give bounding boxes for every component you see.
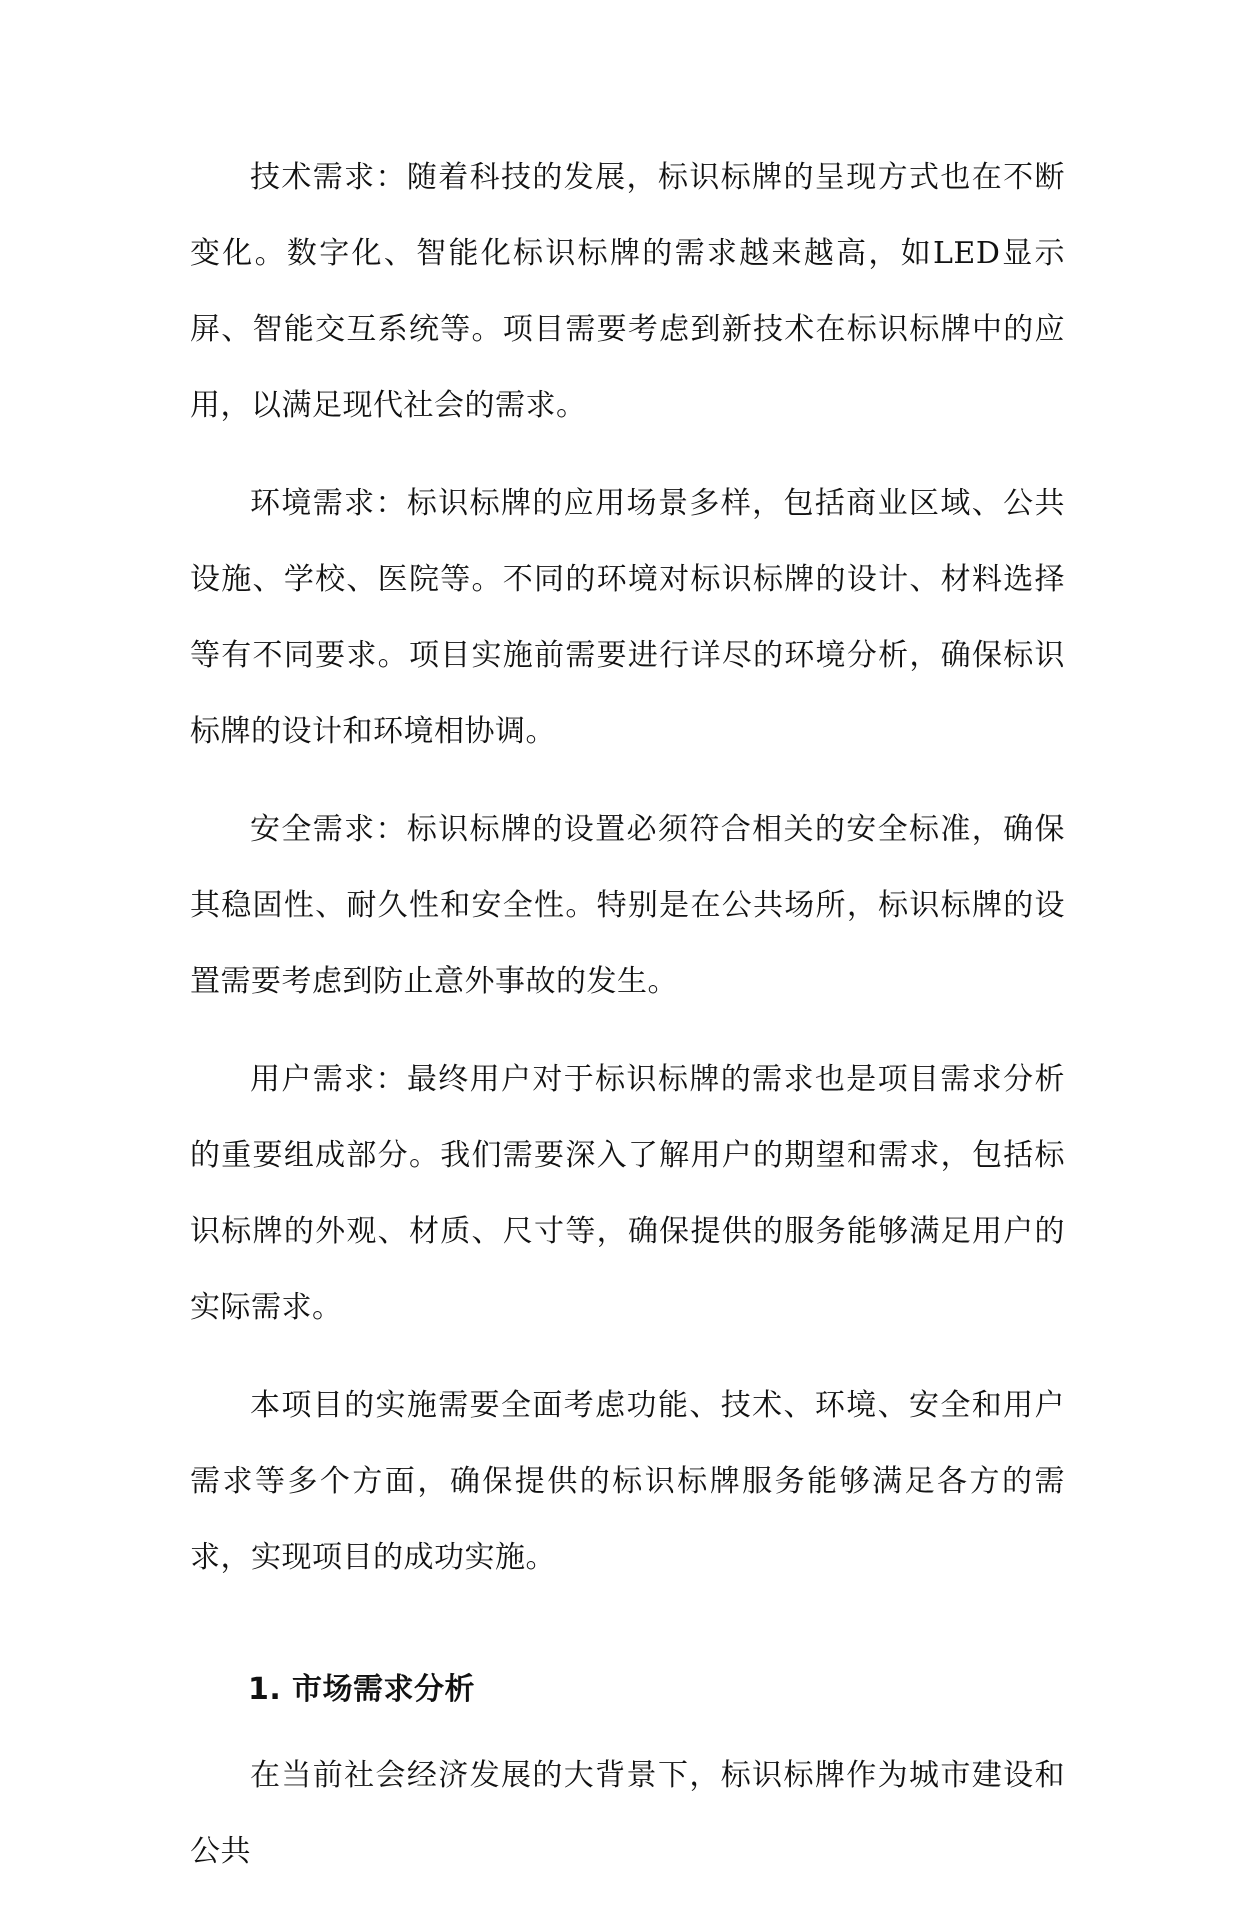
page-content xyxy=(190,140,1065,1912)
section-number: 1. xyxy=(248,1672,282,1707)
section-title: 市场需求分析 xyxy=(292,1672,475,1707)
paragraph-market-intro: 在当前社会经济发展的大背景下，标识标牌作为城市建设和公共 xyxy=(190,1758,1065,1869)
paragraph-user-requirements: 用户需求：最终用户对于标识标牌的需求也是项目需求分析的重要组成部分。我们需要深入了解用户的期望和需求，包括标识标牌的外观、材质、尺寸等，确保提供的服务能够满足用户的实际需求。 xyxy=(190,1062,1065,1325)
section-heading xyxy=(190,1652,1065,1728)
paragraph-technical-requirements: 技术需求：随着科技的发展，标识标牌的呈现方式也在不断变化。数字化、智能化标识标牌的需求越来越高，如LED显示屏、智能交互系统等。项目需要考虑到新技术在标识标牌中的应用，以满足现代社会的需求。 xyxy=(190,160,1065,423)
paragraph-environment-requirements: 环境需求：标识标牌的应用场景多样，包括商业区域、公共设施、学校、医院等。不同的环境对标识标牌的设计、材料选择等有不同要求。项目实施前需要进行详尽的环境分析，确保标识标牌的设计和环境相协调。 xyxy=(190,486,1065,749)
paragraph-summary: 本项目的实施需要全面考虑功能、技术、环境、安全和用户需求等多个方面，确保提供的标识标牌服务能够满足各方的需求，实现项目的成功实施。 xyxy=(190,1388,1065,1575)
paragraph-safety-requirements: 安全需求：标识标牌的设置必须符合相关的安全标准，确保其稳固性、耐久性和安全性。特别是在公共场所，标识标牌的设置需要考虑到防止意外事故的发生。 xyxy=(190,812,1065,999)
